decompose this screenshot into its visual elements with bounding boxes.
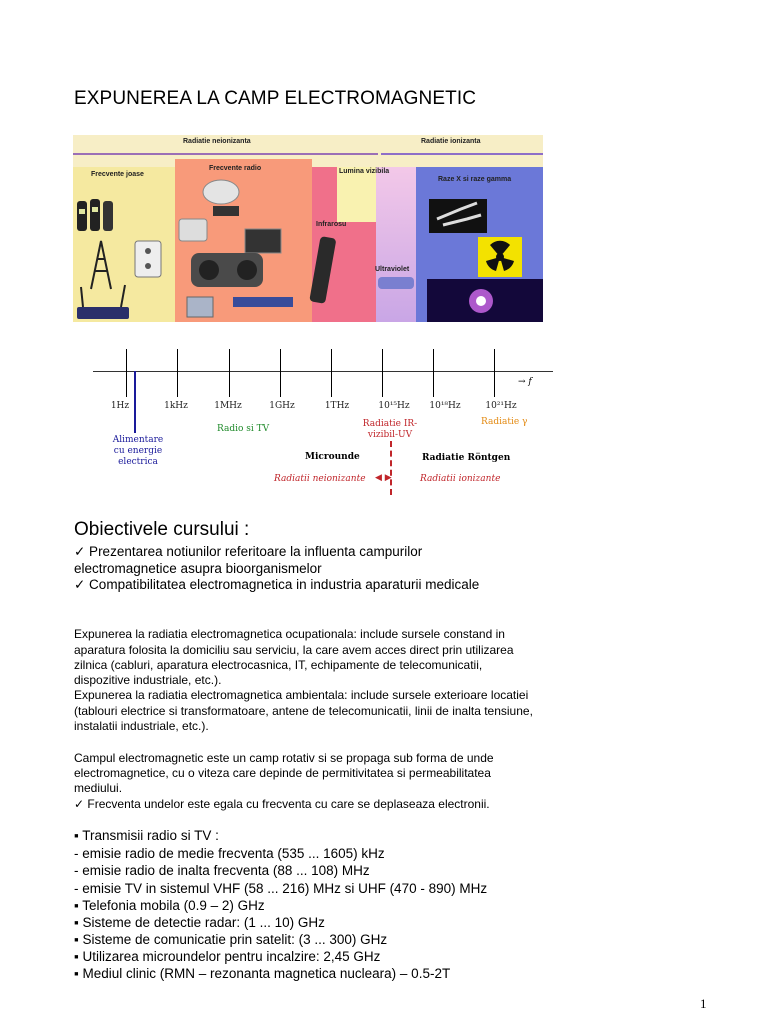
tick-1khz — [177, 349, 178, 397]
objective-line: ✓ Compatibilitatea electromagnetica in industria aparaturii medicale — [74, 577, 480, 592]
list-item: - emisie radio de inalta frecventa (88 ... 108) MHz — [74, 863, 370, 878]
xray-hand-icon — [429, 199, 487, 233]
gamma-burst-icon — [427, 279, 543, 322]
remote-icon — [309, 236, 336, 304]
tick-1thz — [331, 349, 332, 397]
ionizanta-arrow — [381, 153, 543, 155]
page-number: 1 — [700, 996, 707, 1011]
paragraph-line: Expunerea la radiatia electromagnetica ambientala: include sursele exterioare locatiei — [74, 688, 529, 702]
list-item: - emisie radio de medie frecventa (535 ... 1605) kHz — [74, 846, 385, 861]
radiatie-gamma-label: Radiatie γ — [481, 417, 528, 427]
list-item: ▪ Sisteme de comunicatie prin satelit: (3 ... 300) GHz — [74, 932, 388, 947]
power-line-marker — [134, 371, 136, 433]
freq-label-1mhz: 1MHz — [214, 401, 242, 411]
paragraph-line: mediului. — [74, 781, 123, 795]
radio-tv-label: Radio si TV — [217, 424, 270, 434]
band-neionizanta-label: Radiatie neionizanta — [183, 138, 251, 145]
list-item: - emisie TV in sistemul VHF (58 ... 216) MHz si UHF (470 - 890) MHz — [74, 881, 488, 896]
axis-f-label: → f — [518, 377, 532, 387]
radio-icon — [191, 253, 263, 287]
devices-illustration — [73, 179, 543, 322]
monitor-icon — [245, 229, 281, 253]
freq-label-1e21hz: 10²¹Hz — [485, 401, 517, 411]
ionizante-label: Radiatii ionizante — [420, 474, 501, 484]
page-title: EXPUNEREA LA CAMP ELECTROMAGNETIC — [74, 88, 477, 109]
router-icon — [77, 285, 129, 319]
paragraph-line: zilnica (cabluri, aparatura electrocasnica, IT, echipamente de telecomunicatii, — [74, 658, 483, 672]
satellite-dish-icon — [203, 180, 239, 216]
list-item: ▪ Mediul clinic (RMN – rezonanta magnetica nucleara) – 0.5-2T — [74, 966, 451, 981]
radiation-icon — [478, 237, 522, 277]
tick-1hz — [126, 349, 127, 397]
paragraph-line: (tablouri electrice si transformatoare, antene de telecomunicatii, linii de inalta tensiune, — [74, 704, 533, 718]
light-bulb-icon — [378, 277, 414, 289]
freq-label-1e18hz: 10¹⁸Hz — [429, 401, 461, 411]
boundary-arrow-icon: ◀ ▶ — [375, 473, 392, 483]
paragraph-line: instalatii industriale, etc.). — [74, 719, 209, 733]
power-label: Alimentare cu energie electrica — [112, 435, 164, 467]
phone-icon — [179, 219, 207, 241]
tick-1ghz — [280, 349, 281, 397]
walkie-talkie-icon — [77, 199, 113, 231]
label-radio: Frecvente radio — [209, 165, 262, 172]
label-xray: Raze X si raze gamma — [438, 176, 512, 183]
tick-1e15hz — [382, 349, 383, 397]
neionizanta-arrow — [73, 153, 378, 155]
rontgen-label: Radiatie Röntgen — [422, 453, 511, 463]
tower-icon — [91, 241, 111, 289]
paragraph-line: electromagnetice, cu o viteza care depinde de permitivitatea si permeabilitatea — [74, 766, 491, 780]
tick-1mhz — [229, 349, 230, 397]
label-infrared: Infrarosu — [316, 221, 347, 228]
band-ionizanta-label: Radiatie ionizanta — [421, 138, 481, 145]
list-item: ▪ Transmisii radio si TV : — [74, 828, 219, 843]
tick-1e18hz — [433, 349, 434, 397]
tick-1e21hz — [494, 349, 495, 397]
paragraph-line: dispozitive industriale, etc.). — [74, 673, 222, 687]
paragraph-line: ✓ Frecventa undelor este egala cu frecventa cu care se deplaseaza electronii. — [74, 797, 490, 811]
label-low-freq: Frecvente joase — [91, 171, 144, 178]
neionizante-label: Radiatii neionizante — [274, 474, 366, 484]
radiatie-ir-label: Radiatie IR-vizibil-UV — [362, 419, 418, 440]
paragraph-line: Expunerea la radiatia electromagnetica ocupationala: include sursele constand in — [74, 627, 505, 641]
outlet-icon — [135, 241, 161, 277]
laptop-icon — [187, 297, 293, 317]
ionization-boundary — [390, 441, 392, 495]
label-uv: Ultraviolet — [375, 266, 410, 273]
freq-label-1ghz: 1GHz — [269, 401, 295, 411]
paragraph-line: aparatura folosita la domiciliu sau serviciu, la care avem acces direct prin utilizarea — [74, 643, 514, 657]
freq-label-1hz: 1Hz — [110, 401, 130, 411]
list-item: ▪ Telefonia mobila (0.9 – 2) GHz — [74, 898, 265, 913]
list-item: ▪ Utilizarea microundelor pentru incalzire: 2,45 GHz — [74, 949, 381, 964]
paragraph-line: Campul electromagnetic este un camp rotativ si se propaga sub forma de unde — [74, 751, 494, 765]
list-item: ▪ Sisteme de detectie radar: (1 ... 10) GHz — [74, 915, 325, 930]
freq-label-1e15hz: 10¹⁵Hz — [378, 401, 410, 411]
objective-line: electromagnetice asupra bioorganismelor — [74, 561, 322, 576]
label-visible: Lumina vizibila — [339, 168, 390, 175]
freq-label-1khz: 1kHz — [164, 401, 188, 411]
objective-line: ✓ Prezentarea notiunilor referitoare la influenta campurilor — [74, 544, 423, 559]
freq-label-1thz: 1THz — [324, 401, 350, 411]
spectrum-illustration — [73, 135, 543, 322]
frequency-axis — [93, 371, 553, 372]
objectives-heading: Obiectivele cursului : — [74, 519, 250, 540]
frequency-scale — [90, 345, 560, 495]
microunde-label: Microunde — [305, 452, 360, 462]
